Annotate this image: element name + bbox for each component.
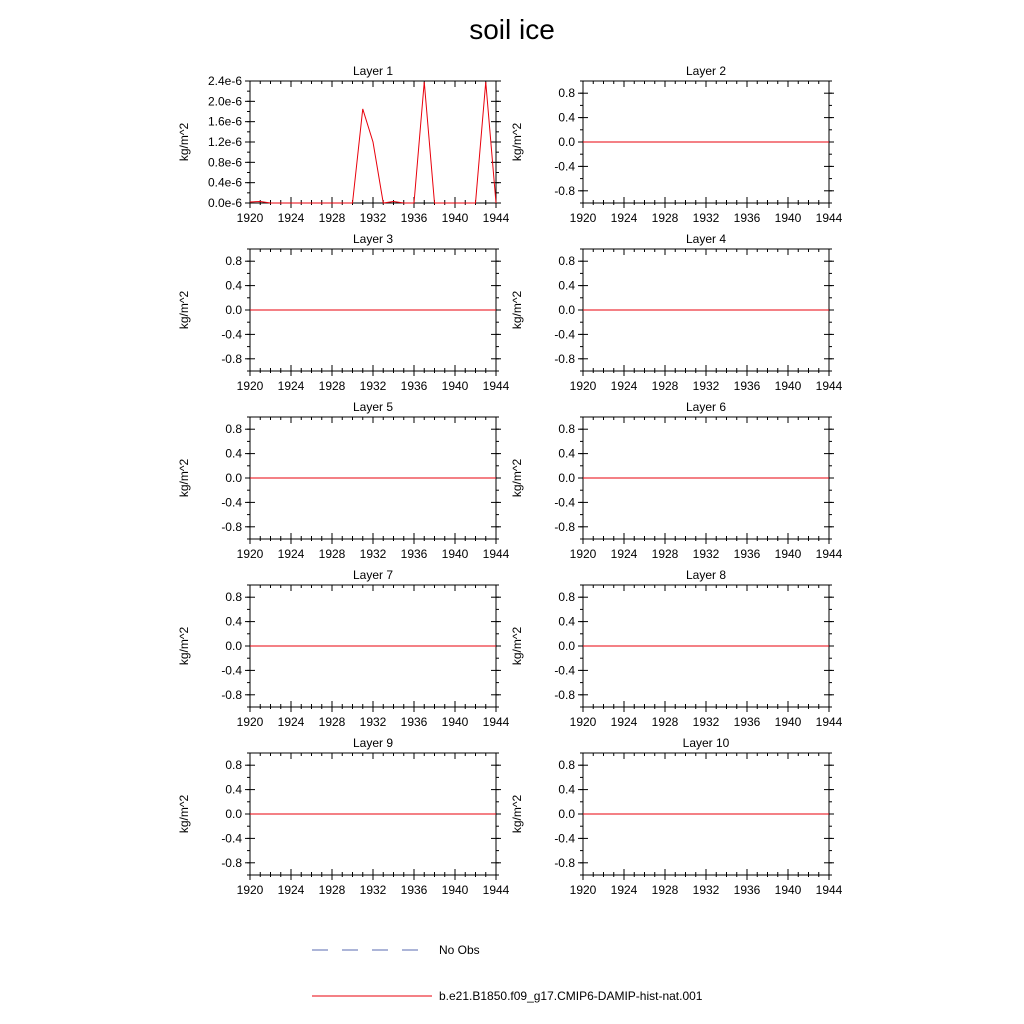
y-tick-label: -0.8 bbox=[221, 855, 242, 870]
x-tick-label: 1928 bbox=[651, 211, 679, 225]
y-axis-label: kg/m^2 bbox=[177, 626, 191, 666]
x-tick-label: 1932 bbox=[359, 211, 387, 225]
y-tick-label: 0.0 bbox=[225, 303, 242, 317]
x-tick-label: 1940 bbox=[774, 547, 802, 561]
x-tick-label: 1944 bbox=[815, 211, 843, 225]
panel-title: Layer 9 bbox=[352, 736, 394, 750]
x-tick-label: 1936 bbox=[400, 211, 428, 225]
legend-label: b.e21.B1850.f09_g17.CMIP6-DAMIP-hist-nat.001 bbox=[439, 989, 703, 1003]
x-tick-label: 1928 bbox=[651, 715, 679, 729]
y-tick-label: -0.4 bbox=[221, 831, 242, 846]
x-tick-label: 1944 bbox=[815, 547, 843, 561]
y-tick-label: 0.8 bbox=[225, 422, 242, 437]
y-tick-label: 0.0 bbox=[225, 471, 242, 485]
x-tick-label: 1940 bbox=[774, 883, 802, 897]
y-axis-label: kg/m^2 bbox=[510, 458, 524, 498]
x-tick-label: 1932 bbox=[692, 211, 720, 225]
y-axis-label: kg/m^2 bbox=[177, 794, 191, 834]
x-tick-label: 1944 bbox=[482, 211, 510, 225]
y-tick-label: -0.4 bbox=[221, 495, 242, 510]
x-tick-label: 1924 bbox=[277, 379, 305, 393]
y-tick-label: -0.8 bbox=[554, 519, 575, 534]
panel-title: Layer 3 bbox=[352, 232, 394, 246]
y-tick-label: 0.4 bbox=[558, 446, 575, 461]
x-tick-label: 1920 bbox=[569, 379, 597, 393]
panel-title: Layer 1 bbox=[352, 64, 394, 78]
y-tick-label: -0.4 bbox=[554, 663, 575, 678]
panel-6 bbox=[510, 400, 843, 561]
x-tick-label: 1920 bbox=[569, 883, 597, 897]
x-tick-label: 1944 bbox=[815, 715, 843, 729]
y-tick-label: -0.4 bbox=[554, 831, 575, 846]
y-tick-label: 0.0 bbox=[558, 807, 575, 821]
x-tick-label: 1940 bbox=[441, 379, 469, 393]
y-tick-label: 0.4 bbox=[225, 782, 242, 797]
y-axis-label: kg/m^2 bbox=[510, 122, 524, 162]
y-tick-label: -0.8 bbox=[221, 351, 242, 366]
x-tick-label: 1932 bbox=[692, 883, 720, 897]
x-tick-label: 1920 bbox=[569, 211, 597, 225]
x-tick-label: 1940 bbox=[774, 211, 802, 225]
panel-title: Layer 8 bbox=[685, 568, 727, 582]
x-tick-label: 1924 bbox=[610, 547, 638, 561]
x-tick-label: 1924 bbox=[277, 883, 305, 897]
x-tick-label: 1944 bbox=[482, 883, 510, 897]
y-tick-label: 0.8 bbox=[225, 254, 242, 269]
y-tick-label: 1.6e-6 bbox=[207, 114, 242, 129]
x-tick-label: 1924 bbox=[610, 211, 638, 225]
x-tick-label: 1932 bbox=[692, 379, 720, 393]
y-tick-label: 0.0 bbox=[558, 471, 575, 485]
panel-title: Layer 10 bbox=[682, 736, 730, 750]
y-tick-label: 0.8 bbox=[558, 590, 575, 605]
x-tick-label: 1920 bbox=[236, 211, 264, 225]
panel-5 bbox=[177, 400, 510, 561]
y-axis-label: kg/m^2 bbox=[177, 458, 191, 498]
y-tick-label: 0.0 bbox=[558, 303, 575, 317]
panel-2 bbox=[510, 64, 843, 225]
panel-title: Layer 5 bbox=[352, 400, 394, 414]
panel-title: Layer 4 bbox=[685, 232, 727, 246]
x-tick-label: 1940 bbox=[441, 547, 469, 561]
x-tick-label: 1920 bbox=[236, 379, 264, 393]
y-tick-label: 0.8 bbox=[558, 758, 575, 773]
x-tick-label: 1928 bbox=[651, 379, 679, 393]
y-tick-label: -0.8 bbox=[221, 687, 242, 702]
panel-9 bbox=[177, 736, 510, 897]
y-tick-label: 0.0 bbox=[558, 135, 575, 149]
y-tick-label: -0.4 bbox=[554, 159, 575, 174]
y-tick-label: 0.4 bbox=[558, 278, 575, 293]
y-tick-label: 0.4 bbox=[558, 614, 575, 629]
x-tick-label: 1944 bbox=[815, 379, 843, 393]
y-tick-label: 0.4 bbox=[558, 110, 575, 125]
y-tick-label: 0.8 bbox=[558, 254, 575, 269]
x-tick-label: 1920 bbox=[236, 883, 264, 897]
x-tick-label: 1936 bbox=[733, 883, 761, 897]
y-tick-label: 0.4 bbox=[558, 782, 575, 797]
panel-4 bbox=[510, 232, 843, 393]
x-tick-label: 1924 bbox=[277, 211, 305, 225]
panel-title: Layer 7 bbox=[352, 568, 394, 582]
x-tick-label: 1928 bbox=[318, 379, 346, 393]
y-tick-label: -0.4 bbox=[221, 327, 242, 342]
x-tick-label: 1928 bbox=[318, 547, 346, 561]
y-tick-label: -0.8 bbox=[554, 687, 575, 702]
y-axis-label: kg/m^2 bbox=[510, 626, 524, 666]
y-tick-label: 0.4 bbox=[225, 446, 242, 461]
x-tick-label: 1924 bbox=[610, 883, 638, 897]
series-line bbox=[250, 82, 496, 203]
x-tick-label: 1936 bbox=[733, 379, 761, 393]
x-tick-label: 1932 bbox=[359, 547, 387, 561]
x-tick-label: 1924 bbox=[277, 715, 305, 729]
y-tick-label: 0.8 bbox=[225, 758, 242, 773]
y-tick-label: 1.2e-6 bbox=[207, 135, 242, 149]
chart-title: soil ice bbox=[469, 14, 555, 45]
y-tick-label: 0.8 bbox=[558, 422, 575, 437]
x-tick-label: 1944 bbox=[482, 715, 510, 729]
x-tick-label: 1940 bbox=[774, 715, 802, 729]
x-tick-label: 1924 bbox=[610, 715, 638, 729]
panel-title: Layer 2 bbox=[685, 64, 727, 78]
x-tick-label: 1940 bbox=[441, 715, 469, 729]
y-tick-label: 0.4 bbox=[225, 278, 242, 293]
y-tick-label: -0.8 bbox=[554, 855, 575, 870]
x-tick-label: 1924 bbox=[277, 547, 305, 561]
x-tick-label: 1928 bbox=[318, 211, 346, 225]
y-tick-label: 2.4e-6 bbox=[207, 74, 242, 88]
y-tick-label: 2.0e-6 bbox=[207, 94, 242, 109]
x-tick-label: 1932 bbox=[359, 883, 387, 897]
x-tick-label: 1932 bbox=[359, 715, 387, 729]
x-tick-label: 1920 bbox=[569, 547, 597, 561]
y-tick-label: 0.0e-6 bbox=[207, 196, 242, 210]
panel-title: Layer 6 bbox=[685, 400, 727, 414]
x-tick-label: 1940 bbox=[441, 211, 469, 225]
x-tick-label: 1936 bbox=[733, 211, 761, 225]
y-tick-label: -0.8 bbox=[221, 519, 242, 534]
y-axis-label: kg/m^2 bbox=[510, 794, 524, 834]
y-tick-label: 0.8e-6 bbox=[207, 155, 242, 170]
y-tick-label: 0.0 bbox=[225, 639, 242, 653]
x-tick-label: 1924 bbox=[610, 379, 638, 393]
panel-10 bbox=[510, 736, 843, 897]
x-tick-label: 1932 bbox=[692, 547, 720, 561]
y-tick-label: 0.8 bbox=[225, 590, 242, 605]
y-axis-label: kg/m^2 bbox=[510, 290, 524, 330]
panel-1 bbox=[177, 64, 510, 225]
x-tick-label: 1936 bbox=[400, 379, 428, 393]
y-tick-label: 0.4e-6 bbox=[207, 175, 242, 190]
panel-7 bbox=[177, 568, 510, 729]
x-tick-label: 1928 bbox=[318, 715, 346, 729]
x-tick-label: 1936 bbox=[400, 715, 428, 729]
x-tick-label: 1940 bbox=[774, 379, 802, 393]
y-tick-label: -0.8 bbox=[554, 351, 575, 366]
x-tick-label: 1940 bbox=[441, 883, 469, 897]
x-tick-label: 1944 bbox=[815, 883, 843, 897]
y-tick-label: -0.4 bbox=[554, 327, 575, 342]
y-tick-label: -0.4 bbox=[221, 663, 242, 678]
x-tick-label: 1936 bbox=[400, 547, 428, 561]
x-tick-label: 1928 bbox=[651, 547, 679, 561]
y-tick-label: 0.0 bbox=[225, 807, 242, 821]
y-tick-label: 0.0 bbox=[558, 639, 575, 653]
y-axis-label: kg/m^2 bbox=[177, 290, 191, 330]
x-tick-label: 1944 bbox=[482, 547, 510, 561]
x-tick-label: 1932 bbox=[359, 379, 387, 393]
x-tick-label: 1928 bbox=[318, 883, 346, 897]
x-tick-label: 1920 bbox=[236, 715, 264, 729]
x-tick-label: 1920 bbox=[236, 547, 264, 561]
legend-label: No Obs bbox=[439, 943, 480, 957]
x-tick-label: 1936 bbox=[400, 883, 428, 897]
x-tick-label: 1932 bbox=[692, 715, 720, 729]
panel-8 bbox=[510, 568, 843, 729]
x-tick-label: 1936 bbox=[733, 547, 761, 561]
x-tick-label: 1936 bbox=[733, 715, 761, 729]
y-tick-label: -0.4 bbox=[554, 495, 575, 510]
panel-3 bbox=[177, 232, 510, 393]
legend bbox=[312, 943, 703, 1003]
x-tick-label: 1944 bbox=[482, 379, 510, 393]
y-tick-label: 0.8 bbox=[558, 86, 575, 101]
y-axis-label: kg/m^2 bbox=[177, 122, 191, 162]
x-tick-label: 1928 bbox=[651, 883, 679, 897]
x-tick-label: 1920 bbox=[569, 715, 597, 729]
y-tick-label: -0.8 bbox=[554, 183, 575, 198]
y-tick-label: 0.4 bbox=[225, 614, 242, 629]
